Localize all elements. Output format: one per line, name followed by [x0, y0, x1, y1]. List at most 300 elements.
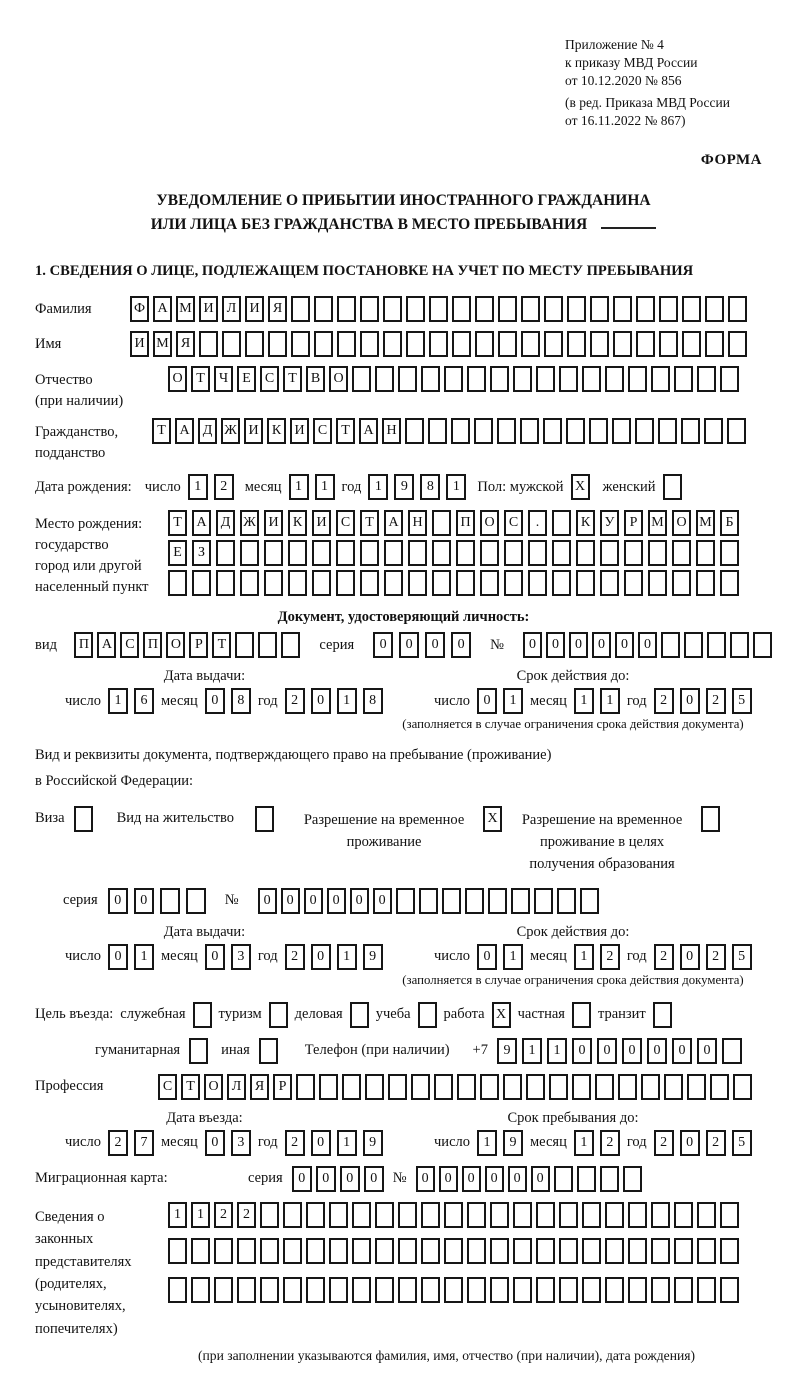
cell[interactable]: [582, 1277, 601, 1303]
cell[interactable]: 0: [108, 944, 128, 970]
cell[interactable]: [168, 1238, 187, 1264]
cell[interactable]: 7: [134, 1130, 154, 1156]
cell[interactable]: М: [696, 510, 715, 536]
cell[interactable]: [216, 540, 235, 566]
cell[interactable]: 2: [654, 1130, 674, 1156]
cell[interactable]: 0: [340, 1166, 360, 1192]
cell[interactable]: 0: [592, 632, 611, 658]
cell[interactable]: [582, 1202, 601, 1228]
cell[interactable]: [408, 540, 427, 566]
cell[interactable]: И: [245, 296, 264, 322]
cell[interactable]: [536, 1277, 555, 1303]
cell[interactable]: Р: [273, 1074, 292, 1100]
cell[interactable]: [283, 1277, 302, 1303]
cell[interactable]: [222, 331, 241, 357]
cell[interactable]: 0: [416, 1166, 435, 1192]
cell[interactable]: А: [153, 296, 172, 322]
cell[interactable]: [513, 1238, 532, 1264]
cell[interactable]: [291, 296, 310, 322]
cell[interactable]: X: [492, 1002, 511, 1028]
cell[interactable]: [720, 1238, 739, 1264]
cell[interactable]: [672, 570, 691, 596]
cell[interactable]: 9: [503, 1130, 523, 1156]
cell[interactable]: [360, 570, 379, 596]
cell[interactable]: Р: [624, 510, 643, 536]
cell[interactable]: 2: [108, 1130, 128, 1156]
cell[interactable]: [444, 1238, 463, 1264]
cell[interactable]: 0: [638, 632, 657, 658]
cell[interactable]: 8: [420, 474, 440, 500]
cell[interactable]: [536, 366, 555, 392]
cell[interactable]: [498, 296, 517, 322]
cell[interactable]: [288, 570, 307, 596]
cell[interactable]: О: [329, 366, 348, 392]
cell[interactable]: 1: [574, 944, 594, 970]
cell[interactable]: [720, 1277, 739, 1303]
cell[interactable]: [283, 1202, 302, 1228]
cell[interactable]: [237, 1277, 256, 1303]
cell[interactable]: [444, 1277, 463, 1303]
cell[interactable]: 1: [574, 1130, 594, 1156]
cell[interactable]: [520, 418, 539, 444]
cell[interactable]: [444, 1202, 463, 1228]
cell[interactable]: 1: [134, 944, 154, 970]
cell[interactable]: [467, 1238, 486, 1264]
cell[interactable]: [375, 1277, 394, 1303]
cell[interactable]: [511, 888, 530, 914]
cell[interactable]: [191, 1277, 210, 1303]
cell[interactable]: 2: [285, 688, 305, 714]
cell[interactable]: [628, 1277, 647, 1303]
cell[interactable]: 0: [311, 944, 331, 970]
cell[interactable]: [513, 1202, 532, 1228]
cell[interactable]: [306, 1238, 325, 1264]
cell[interactable]: [160, 888, 180, 914]
cell[interactable]: 5: [732, 1130, 752, 1156]
cell[interactable]: [648, 540, 667, 566]
cell[interactable]: М: [648, 510, 667, 536]
cell[interactable]: 3: [231, 944, 251, 970]
cell[interactable]: 2: [214, 1202, 233, 1228]
cell[interactable]: 2: [654, 944, 674, 970]
cell[interactable]: [337, 331, 356, 357]
cell[interactable]: [672, 540, 691, 566]
cell[interactable]: 1: [191, 1202, 210, 1228]
cell[interactable]: [696, 570, 715, 596]
cell[interactable]: 0: [569, 632, 588, 658]
cell[interactable]: [288, 540, 307, 566]
cell[interactable]: [559, 366, 578, 392]
cell[interactable]: 9: [497, 1038, 517, 1064]
cell[interactable]: 0: [462, 1166, 481, 1192]
cell[interactable]: [352, 1238, 371, 1264]
cell[interactable]: [557, 888, 576, 914]
cell[interactable]: [605, 366, 624, 392]
cell[interactable]: [600, 570, 619, 596]
cell[interactable]: 1: [368, 474, 388, 500]
cell[interactable]: [503, 1074, 522, 1100]
cell[interactable]: О: [166, 632, 185, 658]
cell[interactable]: 0: [205, 944, 225, 970]
cell[interactable]: [624, 540, 643, 566]
cell[interactable]: [720, 570, 739, 596]
cell[interactable]: [704, 418, 723, 444]
cell[interactable]: 9: [363, 1130, 383, 1156]
cell[interactable]: [214, 1238, 233, 1264]
cell[interactable]: Я: [250, 1074, 269, 1100]
cell[interactable]: [411, 1074, 430, 1100]
cell[interactable]: [375, 1238, 394, 1264]
cell[interactable]: 0: [205, 1130, 225, 1156]
cell[interactable]: 1: [108, 688, 128, 714]
cell[interactable]: [490, 1238, 509, 1264]
cell[interactable]: О: [672, 510, 691, 536]
cell[interactable]: [753, 632, 772, 658]
cell[interactable]: [398, 1238, 417, 1264]
cell[interactable]: [590, 331, 609, 357]
cell[interactable]: [360, 540, 379, 566]
cell[interactable]: [567, 296, 586, 322]
cell[interactable]: [552, 510, 571, 536]
cell[interactable]: 1: [574, 688, 594, 714]
cell[interactable]: [283, 1238, 302, 1264]
cell[interactable]: [480, 540, 499, 566]
cell[interactable]: [264, 540, 283, 566]
cell[interactable]: [572, 1074, 591, 1100]
cell[interactable]: Л: [227, 1074, 246, 1100]
cell[interactable]: [245, 331, 264, 357]
cell[interactable]: [618, 1074, 637, 1100]
cell[interactable]: [474, 418, 493, 444]
cell[interactable]: [513, 366, 532, 392]
cell[interactable]: [240, 570, 259, 596]
cell[interactable]: [398, 366, 417, 392]
cell[interactable]: 0: [364, 1166, 384, 1192]
cell[interactable]: 1: [522, 1038, 542, 1064]
cell[interactable]: [260, 1202, 279, 1228]
cell[interactable]: Ч: [214, 366, 233, 392]
cell[interactable]: Ф: [130, 296, 149, 322]
cell[interactable]: [352, 1277, 371, 1303]
cell[interactable]: С: [260, 366, 279, 392]
cell[interactable]: [552, 540, 571, 566]
cell[interactable]: О: [480, 510, 499, 536]
cell[interactable]: О: [204, 1074, 223, 1100]
cell[interactable]: 0: [205, 688, 225, 714]
cell[interactable]: [456, 570, 475, 596]
cell[interactable]: [488, 888, 507, 914]
cell[interactable]: Т: [152, 418, 171, 444]
cell[interactable]: [240, 540, 259, 566]
cell[interactable]: [467, 366, 486, 392]
cell[interactable]: 9: [394, 474, 414, 500]
cell[interactable]: 0: [680, 944, 700, 970]
cell[interactable]: [255, 806, 274, 832]
cell[interactable]: [705, 296, 724, 322]
cell[interactable]: А: [359, 418, 378, 444]
cell[interactable]: 0: [597, 1038, 617, 1064]
cell[interactable]: 1: [503, 688, 523, 714]
cell[interactable]: 1: [477, 1130, 497, 1156]
cell[interactable]: 0: [304, 888, 323, 914]
cell[interactable]: [490, 366, 509, 392]
cell[interactable]: [628, 1202, 647, 1228]
cell[interactable]: [536, 1238, 555, 1264]
cell[interactable]: [329, 1202, 348, 1228]
cell[interactable]: Т: [191, 366, 210, 392]
cell[interactable]: [696, 540, 715, 566]
cell[interactable]: 0: [311, 688, 331, 714]
cell[interactable]: [580, 888, 599, 914]
cell[interactable]: П: [74, 632, 93, 658]
cell[interactable]: [384, 570, 403, 596]
cell[interactable]: [582, 1238, 601, 1264]
cell[interactable]: [375, 366, 394, 392]
cell[interactable]: [312, 540, 331, 566]
cell[interactable]: [612, 418, 631, 444]
cell[interactable]: [337, 296, 356, 322]
cell[interactable]: [636, 331, 655, 357]
cell[interactable]: [214, 1277, 233, 1303]
cell[interactable]: 0: [508, 1166, 527, 1192]
cell[interactable]: [635, 418, 654, 444]
cell[interactable]: [306, 1277, 325, 1303]
cell[interactable]: [720, 366, 739, 392]
cell[interactable]: [350, 1002, 369, 1028]
cell[interactable]: Е: [168, 540, 187, 566]
cell[interactable]: Р: [189, 632, 208, 658]
cell[interactable]: [418, 1002, 437, 1028]
cell[interactable]: [336, 570, 355, 596]
cell[interactable]: [504, 570, 523, 596]
cell[interactable]: 1: [337, 1130, 357, 1156]
cell[interactable]: И: [264, 510, 283, 536]
cell[interactable]: С: [313, 418, 332, 444]
cell[interactable]: 1: [315, 474, 335, 500]
cell[interactable]: [490, 1202, 509, 1228]
cell[interactable]: [216, 570, 235, 596]
cell[interactable]: [552, 570, 571, 596]
cell[interactable]: [388, 1074, 407, 1100]
cell[interactable]: [687, 1074, 706, 1100]
cell[interactable]: 1: [289, 474, 309, 500]
cell[interactable]: 0: [697, 1038, 717, 1064]
cell[interactable]: [697, 1277, 716, 1303]
cell[interactable]: 0: [292, 1166, 312, 1192]
cell[interactable]: 0: [316, 1166, 336, 1192]
cell[interactable]: Я: [268, 296, 287, 322]
cell[interactable]: И: [312, 510, 331, 536]
cell[interactable]: [260, 1277, 279, 1303]
cell[interactable]: [589, 418, 608, 444]
cell[interactable]: [710, 1074, 729, 1100]
cell[interactable]: 8: [363, 688, 383, 714]
cell[interactable]: [513, 1277, 532, 1303]
cell[interactable]: 2: [600, 1130, 620, 1156]
cell[interactable]: [429, 331, 448, 357]
cell[interactable]: 1: [503, 944, 523, 970]
cell[interactable]: [269, 1002, 288, 1028]
cell[interactable]: [682, 296, 701, 322]
cell[interactable]: [661, 632, 680, 658]
cell[interactable]: [528, 570, 547, 596]
cell[interactable]: [457, 1074, 476, 1100]
cell[interactable]: [432, 540, 451, 566]
cell[interactable]: [260, 1238, 279, 1264]
cell[interactable]: 2: [706, 944, 726, 970]
cell[interactable]: [727, 418, 746, 444]
cell[interactable]: Д: [198, 418, 217, 444]
cell[interactable]: 0: [477, 944, 497, 970]
cell[interactable]: Я: [176, 331, 195, 357]
cell[interactable]: 0: [546, 632, 565, 658]
cell[interactable]: Т: [336, 418, 355, 444]
cell[interactable]: [722, 1038, 742, 1064]
cell[interactable]: 0: [373, 888, 392, 914]
cell[interactable]: [521, 296, 540, 322]
cell[interactable]: .: [528, 510, 547, 536]
cell[interactable]: Ж: [221, 418, 240, 444]
cell[interactable]: 1: [547, 1038, 567, 1064]
cell[interactable]: [74, 806, 93, 832]
cell[interactable]: О: [168, 366, 187, 392]
cell[interactable]: 1: [188, 474, 208, 500]
cell[interactable]: [306, 1202, 325, 1228]
cell[interactable]: [658, 418, 677, 444]
cell[interactable]: [432, 570, 451, 596]
cell[interactable]: [452, 331, 471, 357]
cell[interactable]: А: [175, 418, 194, 444]
cell[interactable]: [576, 540, 595, 566]
cell[interactable]: [456, 540, 475, 566]
cell[interactable]: [291, 331, 310, 357]
cell[interactable]: [720, 1202, 739, 1228]
cell[interactable]: 2: [706, 688, 726, 714]
cell[interactable]: 0: [680, 688, 700, 714]
cell[interactable]: [536, 1202, 555, 1228]
cell[interactable]: 0: [311, 1130, 331, 1156]
cell[interactable]: 1: [168, 1202, 187, 1228]
cell[interactable]: [452, 296, 471, 322]
cell[interactable]: П: [456, 510, 475, 536]
cell[interactable]: [648, 570, 667, 596]
cell[interactable]: [186, 888, 206, 914]
cell[interactable]: Н: [382, 418, 401, 444]
cell[interactable]: [534, 888, 553, 914]
cell[interactable]: 2: [706, 1130, 726, 1156]
cell[interactable]: [384, 540, 403, 566]
cell[interactable]: 0: [399, 632, 419, 658]
cell[interactable]: 0: [451, 632, 471, 658]
cell[interactable]: 5: [732, 944, 752, 970]
cell[interactable]: [429, 296, 448, 322]
cell[interactable]: [168, 570, 187, 596]
cell[interactable]: 0: [350, 888, 369, 914]
cell[interactable]: [543, 418, 562, 444]
cell[interactable]: 2: [600, 944, 620, 970]
cell[interactable]: [342, 1074, 361, 1100]
cell[interactable]: [674, 366, 693, 392]
cell[interactable]: 6: [134, 688, 154, 714]
cell[interactable]: 0: [572, 1038, 592, 1064]
cell[interactable]: 0: [108, 888, 128, 914]
cell[interactable]: 1: [446, 474, 466, 500]
cell[interactable]: [697, 366, 716, 392]
cell[interactable]: [733, 1074, 752, 1100]
cell[interactable]: [189, 1038, 208, 1064]
cell[interactable]: [544, 331, 563, 357]
cell[interactable]: [314, 296, 333, 322]
cell[interactable]: [641, 1074, 660, 1100]
cell[interactable]: [237, 1238, 256, 1264]
cell[interactable]: [663, 474, 682, 500]
cell[interactable]: [199, 331, 218, 357]
cell[interactable]: З: [192, 540, 211, 566]
cell[interactable]: [595, 1074, 614, 1100]
cell[interactable]: [559, 1238, 578, 1264]
cell[interactable]: С: [120, 632, 139, 658]
cell[interactable]: [451, 418, 470, 444]
cell[interactable]: [651, 1238, 670, 1264]
cell[interactable]: [576, 570, 595, 596]
cell[interactable]: [697, 1202, 716, 1228]
cell[interactable]: [701, 806, 720, 832]
cell[interactable]: 0: [680, 1130, 700, 1156]
cell[interactable]: 2: [654, 688, 674, 714]
cell[interactable]: [480, 570, 499, 596]
cell[interactable]: [628, 366, 647, 392]
cell[interactable]: [681, 418, 700, 444]
cell[interactable]: [314, 331, 333, 357]
cell[interactable]: [193, 1002, 212, 1028]
cell[interactable]: Т: [168, 510, 187, 536]
cell[interactable]: [651, 1202, 670, 1228]
cell[interactable]: [659, 331, 678, 357]
cell[interactable]: [544, 296, 563, 322]
cell[interactable]: А: [384, 510, 403, 536]
cell[interactable]: [504, 540, 523, 566]
cell[interactable]: [406, 331, 425, 357]
cell[interactable]: [728, 331, 747, 357]
cell[interactable]: [600, 540, 619, 566]
cell[interactable]: [432, 510, 451, 536]
cell[interactable]: А: [97, 632, 116, 658]
cell[interactable]: [398, 1202, 417, 1228]
cell[interactable]: [636, 296, 655, 322]
cell[interactable]: X: [571, 474, 590, 500]
cell[interactable]: [567, 331, 586, 357]
cell[interactable]: 0: [622, 1038, 642, 1064]
cell[interactable]: [528, 540, 547, 566]
cell[interactable]: [406, 296, 425, 322]
cell[interactable]: К: [288, 510, 307, 536]
cell[interactable]: 2: [285, 944, 305, 970]
cell[interactable]: [682, 331, 701, 357]
cell[interactable]: [352, 366, 371, 392]
cell[interactable]: 1: [600, 688, 620, 714]
cell[interactable]: Т: [283, 366, 302, 392]
cell[interactable]: 5: [732, 688, 752, 714]
cell[interactable]: [268, 331, 287, 357]
cell[interactable]: Л: [222, 296, 241, 322]
cell[interactable]: [467, 1202, 486, 1228]
cell[interactable]: 0: [672, 1038, 692, 1064]
cell[interactable]: [572, 1002, 591, 1028]
cell[interactable]: 0: [439, 1166, 458, 1192]
cell[interactable]: 3: [231, 1130, 251, 1156]
cell[interactable]: [444, 366, 463, 392]
cell[interactable]: [707, 632, 726, 658]
